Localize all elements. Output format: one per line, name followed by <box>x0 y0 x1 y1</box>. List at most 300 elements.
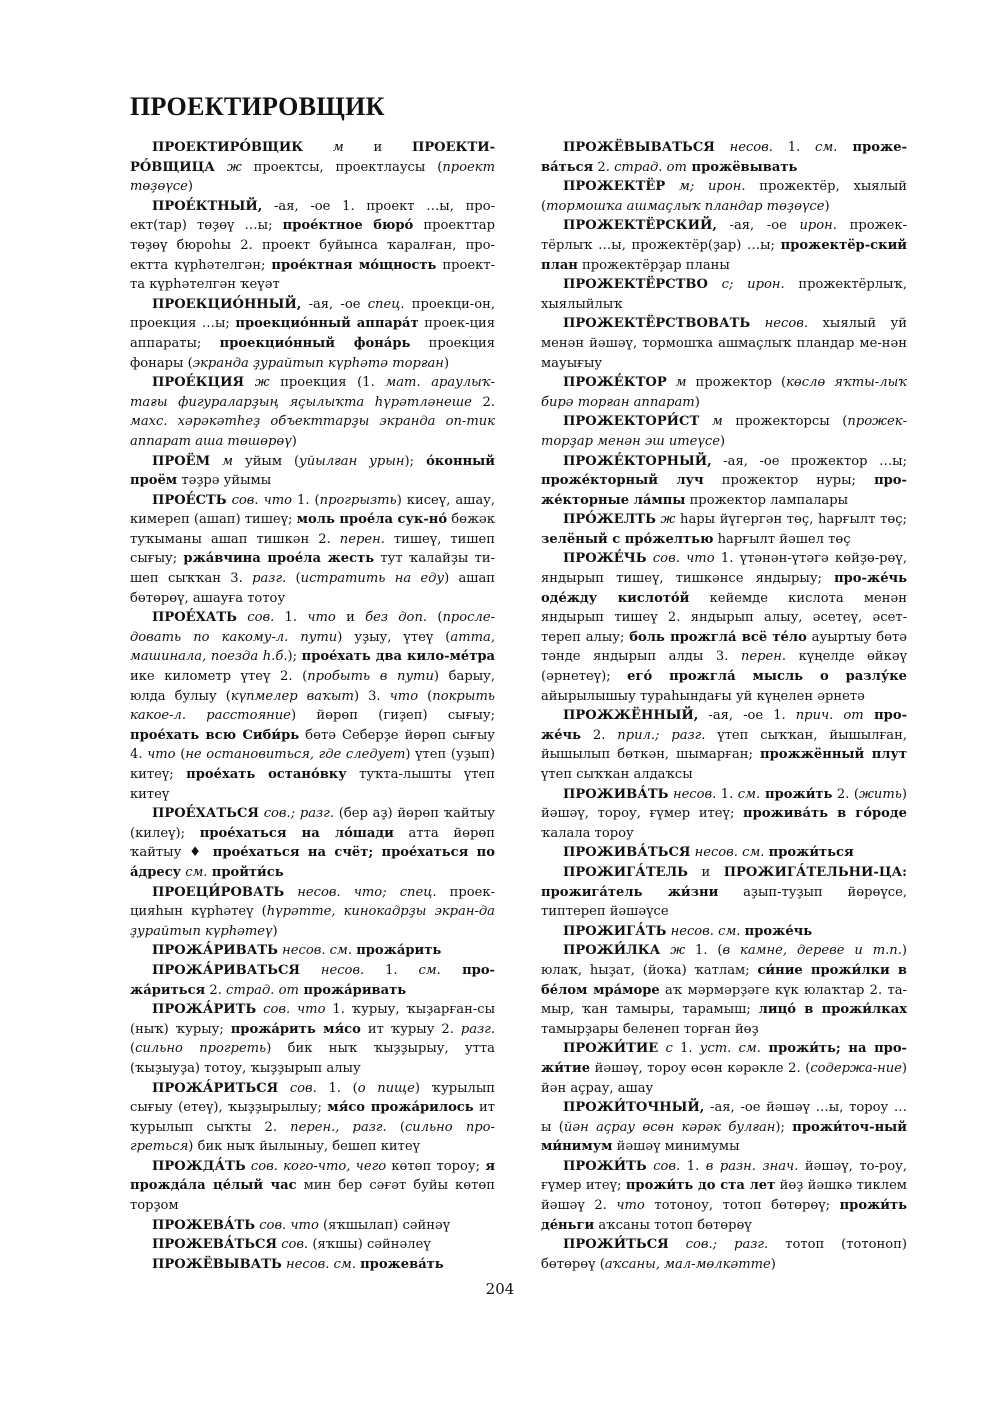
italic-note: несов. <box>668 786 721 802</box>
definition-text: -ая, -ое <box>716 218 800 234</box>
italic-note: м <box>210 453 245 469</box>
definition-text: ҡалала тороу <box>541 825 634 841</box>
headword: ПРОЖИ́ТЬ <box>563 1158 647 1174</box>
example-phrase: лицо́ в прожи́лках <box>758 1002 907 1018</box>
headword: ПРОЕ́КТНЫЙ, <box>152 198 263 214</box>
italic-note: жить <box>859 786 902 802</box>
definition-text: прожектор ( <box>695 375 787 391</box>
definition-text: аҡ мәрмәрҙәге күк юлаҡтар 2. та-мыр, ҡан тамыры, тарамыш; <box>541 982 907 1018</box>
definition-text: 1. <box>284 610 308 626</box>
italic-note: покрыть какое-л. расстояние <box>130 688 495 724</box>
example-phrase: прое́ктное бюро́ <box>282 218 414 234</box>
example-phrase: прожи́ть; на про-жи́тие <box>541 1041 907 1076</box>
definition-text: прожекторсы ( <box>735 414 848 430</box>
dictionary-entry-prozhigatel <box>541 863 907 922</box>
dictionary-entry-prozhektorist <box>541 412 907 451</box>
example-phrase: прожева́ть <box>360 1256 444 1272</box>
italic-note: проект төҙөүсе <box>130 159 495 195</box>
definition-text: ит ҡурыу 2. <box>360 1021 461 1037</box>
definition-text: ) йөрөп (гиҙеп) сығыу; <box>290 708 495 724</box>
italic-note: с <box>658 1041 681 1057</box>
definition-text: тотоп (тотоноп) бөтөрөү ( <box>541 1237 907 1272</box>
definition-text: ) ҡурылып сығыу (етеү), ҡыҙҙырылыу; <box>130 1080 496 1116</box>
definition-text: ) кисеү, ашау, кимереп (ашап) тишеү; <box>130 492 496 528</box>
italic-note: сов. что <box>646 551 721 567</box>
italic-note: о пище <box>357 1080 415 1096</box>
italic-note: с; ирон. <box>707 277 799 293</box>
headword: ПРОЖЕКТЁРСКИЙ, <box>563 218 717 234</box>
italic-note: несов. см. <box>666 923 745 939</box>
dictionary-entry-prozharivatsya <box>130 961 495 1000</box>
italic-note: см. <box>418 962 441 978</box>
definition-text: (бер аҙ) йөрөп ҡайтыу (килеү); <box>130 806 495 841</box>
example-phrase: прое́хаться на ло́шади <box>199 825 394 841</box>
definition-text: прожектёр, хыялый ( <box>541 179 907 214</box>
definition-text: ) <box>272 923 278 939</box>
italic-note: махс. хәрәкәтһеҙ объекттарҙы экранда оп-тик аппарат аша төшөрөү <box>130 414 495 449</box>
italic-note: сов. <box>646 1158 687 1174</box>
italic-note: не остановиться, где следует <box>185 747 406 763</box>
example-phrase: прожига́тель жи́зни <box>541 884 719 900</box>
definition-text: -ая, -ое йәшәү …ы, тороу …ы ( <box>541 1100 907 1135</box>
example-phrase: про-же́чь оде́жду кислото́й <box>541 571 907 606</box>
italic-note: просле-довать по какому-л. пути <box>130 610 495 645</box>
definition-text: 1. <box>686 1158 706 1174</box>
definition-text: ) барыу, юлда булыу ( <box>130 669 495 704</box>
headword: ПРОЕ́СТЬ <box>152 492 227 508</box>
definition-text: һары йүгергән төҫ, һарғылт төҫ; <box>680 512 907 528</box>
dictionary-entry-prozhitie <box>541 1039 907 1098</box>
italic-note: что <box>389 688 419 704</box>
italic-note: что <box>307 610 336 626</box>
definition-text: ( <box>427 610 443 626</box>
dictionary-entry-proektirovshchik <box>130 138 495 197</box>
definition-text: -ая, -ое прожектор …ы; <box>711 453 907 469</box>
example-phrase: прое́хать два кило-ме́тра <box>301 649 496 665</box>
example-phrase: прожектёр-ский план <box>541 237 907 273</box>
example-phrase: прое́хать остано́вку <box>186 767 347 782</box>
definition-text: проекци-он, проекция …ы; <box>130 296 495 332</box>
italic-note: сов. что <box>256 1002 333 1018</box>
headword: ПРОЖЕ́ЧЬ <box>563 551 647 567</box>
italic-note: м; ирон. <box>665 179 760 195</box>
italic-note: страд. от <box>226 982 299 998</box>
definition-text: 1. <box>720 786 738 802</box>
italic-note: сов. кого-что, чего <box>245 1158 392 1174</box>
definition-text: бөтә Себерҙе йөрөп сығыу 4. <box>130 727 495 763</box>
italic-note: истратить на еду <box>300 571 445 587</box>
headword: ПРОЕКЦИО́ННЫЙ, <box>152 296 302 312</box>
dictionary-entry-prozharit <box>130 1000 495 1078</box>
headword: ПРОЖЕВА́ТЬ <box>152 1217 256 1233</box>
definition-text: ) бик ныҡ ҡыҙҙырыу, утта (ҡыҙыуҙа) тотоу, ҡыҙҙырып алыу <box>130 1041 495 1076</box>
headword: ПРОЖА́РИВАТЬСЯ <box>152 962 300 978</box>
example-phrase: прожа́ривать <box>298 982 407 998</box>
italic-note: атта, машинала, поезда һ.б. <box>130 629 495 665</box>
dictionary-entry-prozhyovyvatsya <box>541 138 907 177</box>
italic-note: һүрәтте, кинокадрҙы экран-да ҙурайтып күрһәтеү <box>130 904 495 939</box>
definition-text: ) йәшәү, тороу, ғүмер итеү; <box>541 786 907 822</box>
definition-text: көтөп тороу; <box>391 1158 486 1174</box>
example-phrase: проекцио́нный аппара́т <box>235 316 419 332</box>
definition-text: туҡта-лышты үтеп китеү <box>130 767 496 802</box>
example-phrase: прожи́ть <box>760 786 833 802</box>
definition-text: үтеп сыҡҡан алдаҡсы <box>541 767 693 782</box>
italic-note: аҡсаны, мал-мөлкәтте <box>604 1256 771 1272</box>
example-phrase: проже́чь <box>744 923 813 939</box>
definition-text: (яҡшылап) сәйнәү <box>323 1217 451 1233</box>
example-phrase: прожи́точ-ный ми́нимум <box>541 1119 907 1155</box>
dictionary-entry-prozhdat <box>130 1157 495 1216</box>
italic-note: прогрызть <box>319 492 397 508</box>
definition-text: ); <box>404 453 427 469</box>
definition-text: ) ашап бөтөрөү, ашауға тотоу <box>130 571 495 606</box>
definition-text: ) <box>720 433 726 449</box>
page-number: 204 <box>485 1280 515 1298</box>
dictionary-entry-proekhatsya <box>130 804 495 882</box>
italic-note: перен. <box>339 531 385 547</box>
definition-text: аҡсаны тотоп бөтөрөү <box>594 1217 752 1233</box>
definition-text: проект-та күрһәтелгән ҡеүәт <box>130 257 495 293</box>
definition-text: 1. ( <box>328 1080 358 1096</box>
headword: ПРОЖИ́ТИЕ <box>563 1041 659 1057</box>
example-phrase: прожа́рить <box>356 943 442 959</box>
dictionary-entry-proekhat <box>130 608 495 804</box>
italic-note: несов. <box>299 962 386 978</box>
example-phrase: прожи́ть де́ньги <box>541 1198 907 1233</box>
italic-note: сов.; разг. <box>668 1237 786 1253</box>
definition-text: -ая, -ое 1. <box>698 708 796 724</box>
italic-note: сов. <box>277 1237 313 1253</box>
definition-text: ( <box>130 1041 136 1057</box>
definition-text: үтеп сыҡҡан, йышылған, йышылып бөткән, шымарған; <box>541 727 907 763</box>
example-phrase: про-же́кторные ла́мпы <box>541 473 907 508</box>
italic-note: см. <box>815 140 838 155</box>
example-phrase: прожива́ть в го́роде <box>743 806 907 822</box>
dictionary-entry-proektsionnyi <box>130 295 495 373</box>
definition-text: йәшәү, тороу өсөн кәрәкле 2. ( <box>590 1060 811 1076</box>
italic-note: ж <box>244 375 281 391</box>
italic-note: сов. что <box>255 1217 323 1233</box>
italic-note: в камне, дереве и т.п. <box>722 943 902 959</box>
italic-note: что <box>616 1198 645 1214</box>
italic-note: перен. <box>740 649 787 665</box>
italic-note: сов. <box>278 1080 329 1096</box>
headword: ПРО́ЖЕЛТЬ <box>563 512 656 528</box>
headword: ПРОЖА́РИТЬ <box>152 1002 257 1018</box>
dictionary-entry-prozhektornyi <box>541 452 907 511</box>
dictionary-entry-prozhektor <box>541 373 907 412</box>
dictionary-entry-prozhektyor <box>541 177 907 216</box>
dictionary-entry-prozhelt <box>541 510 907 549</box>
definition-text: (яҡшы) сәйнәлеү <box>312 1237 431 1253</box>
definition-text: 2. <box>593 159 615 175</box>
dictionary-entry-proest <box>130 491 495 609</box>
definition-text: 1. <box>680 1041 700 1057</box>
italic-note: сильно прогреть <box>135 1041 267 1057</box>
italic-note: ж <box>660 943 696 959</box>
example-phrase: боль прожгла́ всё те́ло <box>629 629 807 645</box>
headword: ПРОЖЕВА́ТЬСЯ <box>152 1237 278 1253</box>
italic-note: что <box>147 747 176 763</box>
definition-text: тут ҡалайҙы ти-шеп сыҡҡан 3. <box>130 551 496 587</box>
definition-text: ) <box>824 198 830 214</box>
dictionary-entry-prozhektyorskiy <box>541 216 907 275</box>
definition-text: -ая, -ое 1. проект …ы, про-ект(тар) төҙөү …ы; <box>130 198 495 234</box>
italic-note: көслө яҡты-лыҡ бирә торған аппарат <box>541 375 907 410</box>
definition-text: ( <box>418 688 433 704</box>
definition-text: ( <box>286 571 301 587</box>
italic-note: пробыть в пути <box>307 669 434 685</box>
example-phrase: пройти́сь <box>211 864 284 880</box>
italic-note: в разн. знач. <box>705 1158 799 1174</box>
headword: ПРОЖИГА́ТЬ <box>563 923 667 939</box>
example-phrase: си́ние прожи́лки в бе́лом мра́море <box>541 962 907 998</box>
headword: ПРОЕ́ХАТЬСЯ <box>152 806 259 822</box>
italic-note: уйылған урын <box>299 453 405 469</box>
definition-text: ) бик ныҡ йылыныу, бешеп китеү <box>188 1139 421 1155</box>
definition-text: бөжәк туҡыманы ашап тишкән 2. <box>130 512 495 547</box>
headword: ПРОЕКТИ-РО́ВЩИЦА <box>130 140 496 175</box>
definition-text: ) <box>694 394 700 410</box>
definition-text: ( <box>175 747 186 763</box>
italic-note: м <box>303 140 374 155</box>
italic-note: сов.; разг. <box>258 806 339 822</box>
definition-text: проекттар төҙөү бюроһы 2. проект буйынса ҡаралған, про-ектта күрһәтелгән; <box>130 218 495 273</box>
example-phrase: прое́хать всю Сиби́рь <box>130 727 300 743</box>
italic-note: см. <box>737 786 761 802</box>
example-phrase: проже́кторный луч <box>541 473 704 489</box>
definition-text: проекция фонары ( <box>130 335 496 371</box>
definition-text: 2. <box>471 394 496 410</box>
dictionary-entry-proyom <box>130 452 495 491</box>
definition-text: ) <box>187 179 193 195</box>
italic-note: прожек-торҙар менән эш итеүсе <box>541 414 907 449</box>
italic-note: экранда ҙурайтып күрһәтә торған <box>192 355 444 371</box>
definition-text: прожектор нуры; <box>703 473 875 489</box>
definition-text: атта йөрөп ҡайтыу ♦ <box>130 825 496 861</box>
italic-note: сов. что <box>226 492 298 508</box>
headword: ПРОЖИВА́ТЬ <box>563 786 669 802</box>
definition-text: 2. ( <box>832 786 860 802</box>
definition-text: проек-ция аппараты; <box>130 316 495 351</box>
italic-note: несов. <box>750 316 823 332</box>
left-column <box>130 138 495 1274</box>
definition-text: 2. <box>205 982 227 998</box>
example-phrase: ржа́вчина прое́ла жесть <box>183 551 375 567</box>
dictionary-entry-prozhzhyonnyi <box>541 706 907 784</box>
example-phrase: прожи́ть до ста лет <box>625 1178 776 1194</box>
definition-text: ( <box>386 1119 405 1135</box>
headword: ПРОЖИ́ТОЧНЫЙ, <box>563 1100 705 1116</box>
dictionary-entry-prozhit <box>541 1157 907 1235</box>
example-phrase: про-жа́риться <box>130 962 495 998</box>
headword: ПРОЖИГА́ТЕЛЬНИ-ЦА: <box>723 864 907 880</box>
headword: ПРОЕ́ХАТЬ <box>152 610 237 626</box>
italic-note: тормошҡа ашмаҫлыҡ пландар төҙөүсе <box>546 198 825 214</box>
definition-text: проекция (1. <box>280 375 386 391</box>
dictionary-entry-prozhigat <box>541 922 907 942</box>
italic-note: без доп. <box>365 610 428 626</box>
example-phrase: прое́хаться на счёт; прое́хаться по а́дресу <box>130 845 495 880</box>
dictionary-entry-prozharivat <box>130 941 495 961</box>
example-phrase: про-же́чь <box>541 708 907 743</box>
italic-note: мат. араулыҡ-тағы фигураларҙың яҫылыҡта һүрәтләнеше <box>130 375 495 410</box>
definition-text: аҙып-туҙып йөрөүсе, типтереп йәшәүсе <box>541 884 907 920</box>
definition-text: и <box>373 140 412 155</box>
dictionary-entry-prozhilka <box>541 941 907 1039</box>
headword: ПРОЖА́РИТЬСЯ <box>152 1080 279 1096</box>
italic-note: күпмелер ваҡыт <box>230 688 354 704</box>
italic-note: прич. от <box>795 708 864 724</box>
definition-text: йәшәү, то-роу, ғүмер итеү; <box>541 1158 908 1194</box>
italic-note: сов. <box>236 610 285 626</box>
headword: ПРОЖЕКТЁРСТВО <box>563 277 708 293</box>
definition-text: ауыртыу бөтә тәнде яндырып алды 3. <box>541 629 907 665</box>
italic-note: ж <box>655 512 681 528</box>
definition-text: тамырҙары беленеп торған йөҙ <box>541 1021 759 1037</box>
definition-text: ) уҙыу, үтеү ( <box>337 629 451 645</box>
example-phrase: проже-ва́ться <box>541 140 907 175</box>
dictionary-entry-prozhitsya <box>541 1235 907 1274</box>
definition-text: проектсы, проектлаусы ( <box>253 159 443 175</box>
example-phrase: прожёвывать <box>686 159 798 175</box>
definition-text: 1. <box>787 140 816 155</box>
definition-text: -ая, -ое <box>301 296 368 312</box>
italic-note: уст. см. <box>699 1041 761 1057</box>
right-column <box>541 138 907 1274</box>
headword: ПРОЖИГА́ТЕЛЬ <box>563 864 688 880</box>
definition-text: прожектёрлыҡ, хыялыйлыҡ <box>541 277 907 312</box>
italic-note: несов. см. <box>277 943 357 959</box>
definition-text: хыялый уй менән йәшәү, тормошҡа ашмаҫлыҡ пландар ме-нән мауығыу <box>541 316 907 371</box>
italic-note: перен., разг. <box>290 1119 387 1135</box>
definition-text: ) үтеп (уҙып) китеү; <box>130 747 495 782</box>
definition-text: ) 3. <box>353 688 390 704</box>
headword: ПРОЖЁВЫВАТЬ <box>152 1256 282 1272</box>
italic-note: йән аҫрау өсөн кәрәк булған <box>563 1119 776 1135</box>
definition-text: 1. үтәнән-үтәгә көйҙө-рөү, яндырып тишеү, тишкәнсе яндырыу; <box>541 551 907 587</box>
definition-text: ике километр үтеү 2. ( <box>130 669 308 685</box>
dictionary-entry-prozhitochnyi <box>541 1098 907 1157</box>
dictionary-entry-proektsiya <box>130 373 495 451</box>
running-head: ПРОЕКТИРОВЩИК <box>130 92 385 121</box>
definition-text: 1. <box>385 962 419 978</box>
italic-note: содержа-ние <box>810 1060 902 1076</box>
example-phrase: прожа́рить мя́со <box>230 1021 361 1037</box>
headword: ПРОЖЕКТЁРСТВОВАТЬ <box>563 316 751 332</box>
definition-text: ); <box>287 649 302 665</box>
dictionary-entry-prozhektyorstvo <box>541 275 907 314</box>
definition-text: прожектёрҙар планы <box>577 257 730 273</box>
italic-note: несов. что; спец. <box>284 884 450 900</box>
headword: ПРОЕ́КЦИЯ <box>152 375 245 391</box>
definition-text: и <box>335 610 366 626</box>
headword: ПРОЖЕКТЁР <box>563 179 666 195</box>
italic-note: несов. см. <box>281 1256 361 1272</box>
definition-text: тәҙрә уйымы <box>177 473 272 489</box>
headword: ПРОЁМ <box>152 453 211 469</box>
headword: ПРОЖЕ́КТОР <box>563 375 667 391</box>
definition-text: тишеү, тишеп сығыу; <box>130 531 495 567</box>
example-phrase: зелёный с про́желтью <box>541 531 714 547</box>
definition-text: тотоноу, тотоп бөтөрөү; <box>644 1198 840 1214</box>
italic-note: спец. <box>367 296 405 312</box>
italic-note: сильно про-греться <box>130 1119 495 1155</box>
definition-text: йәшәү минимумы <box>612 1139 740 1155</box>
example-phrase: о́конный проём <box>130 453 495 489</box>
definition-text: ) юлаҡ, һыҙат, (йоҡа) ҡатлам; <box>541 943 907 978</box>
headword: ПРОЖИ́ЛКА <box>563 943 661 959</box>
headword: ПРОЕКТИРО́ВЩИК <box>152 140 304 155</box>
dictionary-entry-prozhyovyvat <box>130 1255 495 1275</box>
italic-note: см. <box>181 864 212 880</box>
headword: ПРОЕЦИ́РОВАТЬ <box>152 884 285 900</box>
dictionary-entry-prozhevatsya <box>130 1235 495 1255</box>
italic-note: несов. <box>714 140 788 155</box>
definition-text: ) <box>770 1256 776 1272</box>
headword: ПРОЖЕ́КТОРНЫЙ, <box>563 453 712 469</box>
definition-text: һарғылт йәшел төҫ <box>713 531 851 547</box>
definition-text: йөҙ йәшкә тиклем йәшәү 2. <box>541 1178 907 1214</box>
definition-text: кейемде кислота менән яндырып тишеү 2. яндырып алыу, әсетеү, әсет-тереп алыу; <box>541 590 907 645</box>
italic-note: м <box>699 414 736 430</box>
italic-note: ж <box>214 159 254 175</box>
italic-note: несов. см. <box>690 845 769 861</box>
definition-text: уйым ( <box>244 453 300 469</box>
example-phrase: я прожда́ла це́лый час <box>130 1158 495 1194</box>
headword: ПРОЖЕКТОРИ́СТ <box>563 414 700 430</box>
dictionary-entry-prozhivat <box>541 785 907 844</box>
italic-note: разг. <box>460 1021 495 1037</box>
headword: ПРОЖЁВЫВАТЬСЯ <box>563 140 715 155</box>
definition-text: 1. ( <box>297 492 320 508</box>
definition-text: айырылышыу тураһындағы уй күңелен әрнетә <box>541 688 865 704</box>
example-phrase: прое́ктная мо́щность <box>271 257 437 273</box>
definition-text: мин бер сәғәт буйы көтөп торҙом <box>130 1178 495 1214</box>
dictionary-entry-prozhevat <box>130 1216 495 1236</box>
definition-text: прожектор лампалары <box>685 492 848 508</box>
definition-text: ит ҡурылып сыҡты 2. <box>130 1100 496 1135</box>
dictionary-entry-prozhektyorstvovat <box>541 314 907 373</box>
example-phrase: прожжённый плут <box>759 747 907 763</box>
example-phrase: мя́со прожа́рилось <box>327 1100 474 1116</box>
headword: ПРОЖИВА́ТЬСЯ <box>563 845 691 861</box>
definition-text: 1. ( <box>695 943 723 959</box>
definition-text: прожек-тёрлыҡ …ы, прожектёр(ҙар) …ы; <box>541 218 908 253</box>
definition-text: ) <box>291 433 297 449</box>
definition-text: 2. <box>581 727 618 743</box>
example-phrase: его́ прожгла́ мысль о разлу́ке <box>627 669 907 685</box>
definition-text: ); <box>775 1119 793 1135</box>
example-phrase: проекцио́нный фона́рь <box>219 335 411 351</box>
italic-note: ирон. <box>799 218 837 234</box>
dictionary-entry-proektnyi <box>130 197 495 295</box>
example-phrase: прожи́ться <box>768 845 854 861</box>
italic-note: страд. от <box>614 159 687 175</box>
definition-text: проек-цияһын күрһәтеү ( <box>130 884 495 920</box>
definition-text: ) йән аҫрау, ашау <box>541 1060 907 1096</box>
definition-text: күңелде өйкәү (әрнетеү); <box>541 649 907 685</box>
italic-note: разг. <box>252 571 287 587</box>
headword: ПРОЖЖЁННЫЙ, <box>563 708 699 724</box>
headword: ПРОЖИ́ТЬСЯ <box>563 1237 669 1253</box>
definition-text: 1. ҡурыу, ҡыҙарған-сы (ныҡ) ҡурыу; <box>130 1002 495 1037</box>
definition-text: ) <box>443 355 450 371</box>
dictionary-entry-prozhivatsya <box>541 843 907 863</box>
italic-note: м <box>666 375 696 391</box>
dictionary-entry-prozharitsya <box>130 1079 495 1157</box>
